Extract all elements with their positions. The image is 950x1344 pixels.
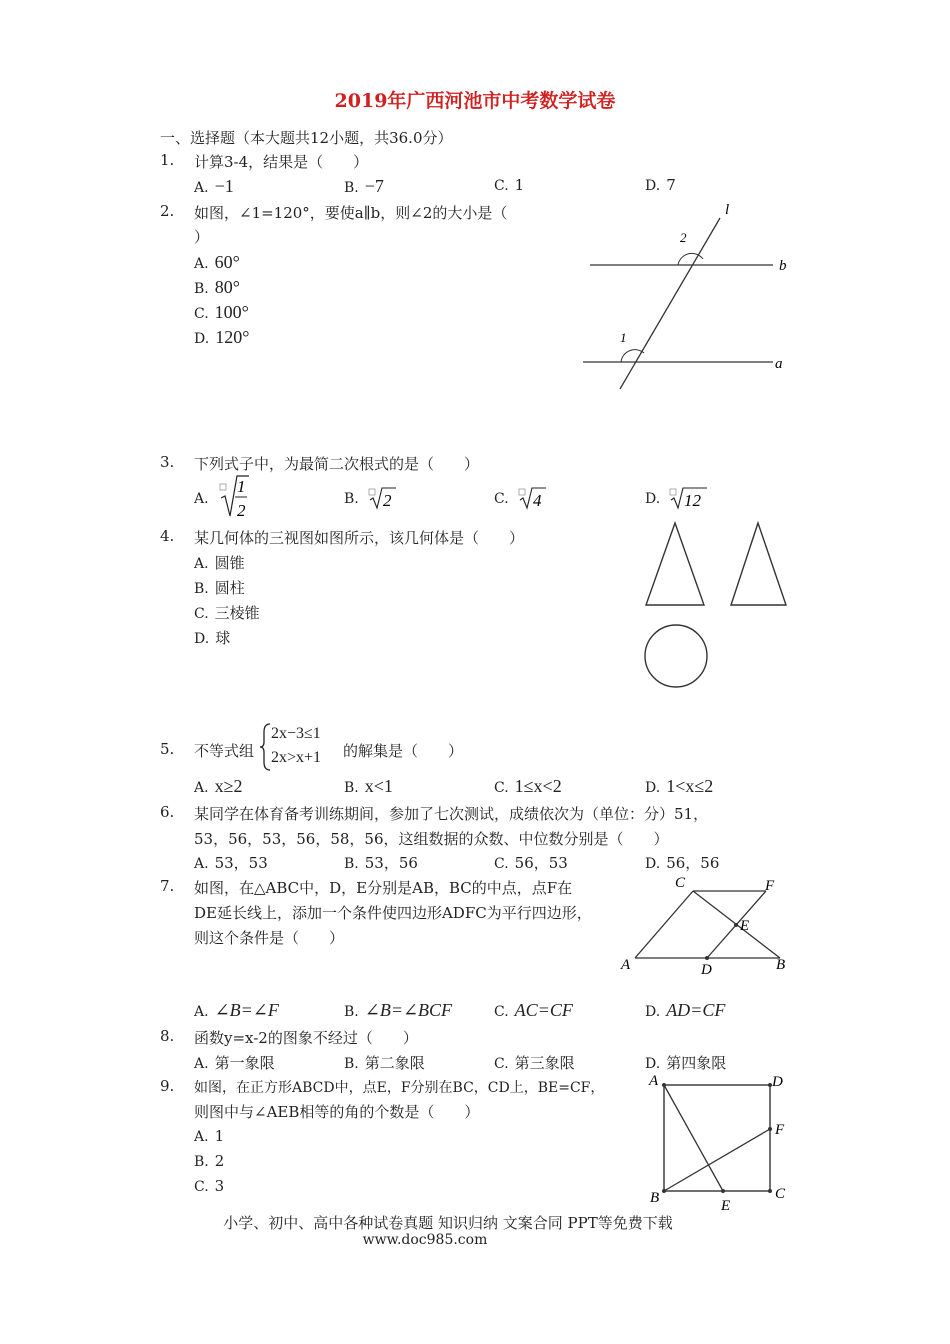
q9-option-a[interactable]: A. 1	[194, 1127, 225, 1145]
q6-stem: 某同学在体育备考训练期间，参加了七次测试，成绩依次为（单位：分）51，	[194, 805, 709, 823]
q1-number: 1.	[160, 151, 175, 169]
segment-AE	[664, 1085, 723, 1191]
angle-2-arc	[678, 253, 703, 265]
q3-option-b[interactable]: B.	[344, 491, 359, 507]
q5-option-a[interactable]: A. x≥2	[194, 776, 243, 796]
segment-AC	[635, 891, 693, 958]
footer-promo: 小学、初中、高中各种试卷真题 知识归纳 文案合同 PPT等免费下载	[223, 1214, 673, 1232]
q6-option-c[interactable]: C. 56，53	[494, 854, 568, 872]
q8-option-b[interactable]: B. 第二象限	[344, 1054, 425, 1072]
q9-stem: 如图，在正方形ABCD中，点E，F分别在BC，CD上，BE=CF，	[194, 1080, 605, 1096]
q4-option-a[interactable]: A. 圆锥	[194, 554, 245, 572]
page-title: 2019年广西河池市中考数学试卷	[334, 90, 616, 112]
q8-option-d[interactable]: D. 第四象限	[645, 1054, 727, 1072]
svg-text:E: E	[721, 1198, 731, 1214]
svg-text:2: 2	[383, 491, 392, 510]
q3-option-b-radical	[368, 485, 398, 511]
q8-number: 8.	[160, 1027, 175, 1045]
q3-option-a-radical	[219, 472, 251, 520]
q9-number: 9.	[160, 1077, 175, 1095]
angle-1-arc	[621, 350, 644, 362]
q2-option-a[interactable]: A. 60°	[194, 252, 240, 272]
q6-option-a[interactable]: A. 53，53	[194, 854, 268, 872]
q7-stem-line2: DE延长线上，添加一个条件使四边形ADFC为平行四边形，	[194, 904, 592, 922]
q7-option-d[interactable]: D. AD=CF	[645, 1000, 726, 1020]
q9-option-b[interactable]: B. 2	[194, 1152, 225, 1170]
q7-stem-line3: 则这个条件是（ ）	[194, 929, 345, 947]
section-heading: 一、选择题（本大题共12小题，共36.0分）	[160, 129, 453, 147]
side-view-triangle	[731, 523, 786, 605]
svg-text:A: A	[649, 1073, 659, 1089]
svg-text:F: F	[765, 878, 775, 894]
svg-text:12: 12	[684, 491, 701, 510]
q5-option-d[interactable]: D. 1<x≤2	[645, 776, 714, 796]
q9-option-c[interactable]: C. 3	[194, 1177, 225, 1195]
point-D	[705, 956, 709, 960]
svg-text:D: D	[701, 962, 712, 978]
fraction-denominator: 2	[237, 501, 246, 520]
front-view-triangle	[646, 523, 704, 605]
q1-option-d[interactable]: D. 7	[645, 176, 676, 194]
q6-option-b[interactable]: B. 53，56	[344, 854, 418, 872]
label-angle-1: 1	[620, 330, 627, 345]
q5-option-c[interactable]: C. 1≤x<2	[494, 776, 562, 796]
point-E	[734, 923, 738, 927]
q3-option-c-radical	[518, 485, 548, 511]
q1-option-a[interactable]: A. −1	[194, 176, 234, 196]
footer-url[interactable]: www.doc985.com	[362, 1232, 488, 1248]
q4-stem: 某几何体的三视图如图所示，该几何体是（ ）	[194, 529, 525, 547]
label-b: b	[779, 258, 787, 274]
q9-figure-square	[645, 1068, 795, 1216]
svg-text:C: C	[775, 1186, 786, 1202]
q2-number: 2.	[160, 202, 175, 220]
q2-stem: 如图，∠1=120°，要使a∥b，则∠2的大小是（	[194, 204, 508, 222]
label-angle-2: 2	[680, 230, 687, 245]
q7-stem: 如图，在△ABC中，D，E分别是AB，BC的中点，点F在	[194, 879, 573, 897]
q4-figure-three-views	[638, 515, 798, 695]
q5-option-b[interactable]: B. x<1	[344, 776, 393, 796]
q6-number: 6.	[160, 803, 175, 821]
q3-option-c[interactable]: C.	[494, 491, 509, 507]
q2-option-d[interactable]: D. 120°	[194, 327, 250, 347]
q8-option-a[interactable]: A. 第一象限	[194, 1054, 275, 1072]
q5-brace	[258, 722, 272, 772]
q5-stem-pre: 不等式组	[194, 742, 255, 760]
q3-stem: 下列式子中，为最简二次根式的是（ ）	[194, 455, 480, 473]
q2-stem-end: ）	[194, 228, 210, 246]
q5-number: 5.	[160, 740, 175, 758]
svg-text:E: E	[740, 918, 750, 934]
q7-option-a[interactable]: A. ∠B=∠F	[194, 1000, 279, 1020]
q3-option-a[interactable]: A.	[194, 491, 209, 507]
q1-option-b[interactable]: B. −7	[344, 176, 384, 196]
q4-option-d[interactable]: D. 球	[194, 629, 231, 647]
q3-option-d[interactable]: D.	[645, 491, 661, 507]
q1-stem: 计算3-4，结果是（ ）	[194, 153, 369, 171]
q4-option-c[interactable]: C. 三棱锥	[194, 604, 260, 622]
q1-option-c[interactable]: C. 1	[494, 176, 525, 194]
q7-number: 7.	[160, 877, 175, 895]
q8-option-c[interactable]: C. 第三象限	[494, 1054, 575, 1072]
svg-text:4: 4	[533, 491, 542, 510]
svg-text:B: B	[650, 1190, 660, 1206]
q5-inequality-1: 2x−3≤1	[271, 725, 321, 742]
svg-text:C: C	[675, 875, 686, 891]
label-a: a	[775, 356, 783, 372]
segment-BF	[664, 1129, 770, 1191]
fraction-numerator: 1	[237, 477, 246, 496]
q6-option-d[interactable]: D. 56，56	[645, 854, 720, 872]
line-l	[620, 218, 720, 389]
label-l: l	[725, 202, 730, 218]
q5-stem-post: 的解集是（ ）	[343, 742, 464, 760]
svg-text:D: D	[772, 1074, 783, 1090]
q7-option-c[interactable]: C. AC=CF	[494, 1000, 573, 1020]
q9-stem-line2: 则图中与∠AEB相等的角的个数是（ ）	[194, 1103, 480, 1121]
svg-text:A: A	[621, 957, 631, 973]
q2-figure-parallel-lines	[575, 196, 795, 396]
q2-option-b[interactable]: B. 80°	[194, 277, 240, 297]
q4-option-b[interactable]: B. 圆柱	[194, 579, 245, 597]
svg-text:F: F	[775, 1122, 785, 1138]
q8-stem: 函数y=x-2的图象不经过（ ）	[194, 1029, 418, 1047]
svg-text:B: B	[776, 957, 786, 973]
q5-inequality-2: 2x>x+1	[271, 749, 322, 766]
q7-option-b[interactable]: B. ∠B=∠BCF	[344, 1000, 453, 1020]
q7-figure-triangle	[618, 870, 798, 980]
q3-number: 3.	[160, 453, 175, 471]
q6-stem-line2: 53，56，53，56，58，56，这组数据的众数、中位数分别是（ ）	[194, 830, 669, 848]
q4-number: 4.	[160, 527, 175, 545]
q2-option-c[interactable]: C. 100°	[194, 302, 249, 322]
q3-option-d-radical	[669, 485, 709, 511]
top-view-circle	[645, 625, 707, 687]
